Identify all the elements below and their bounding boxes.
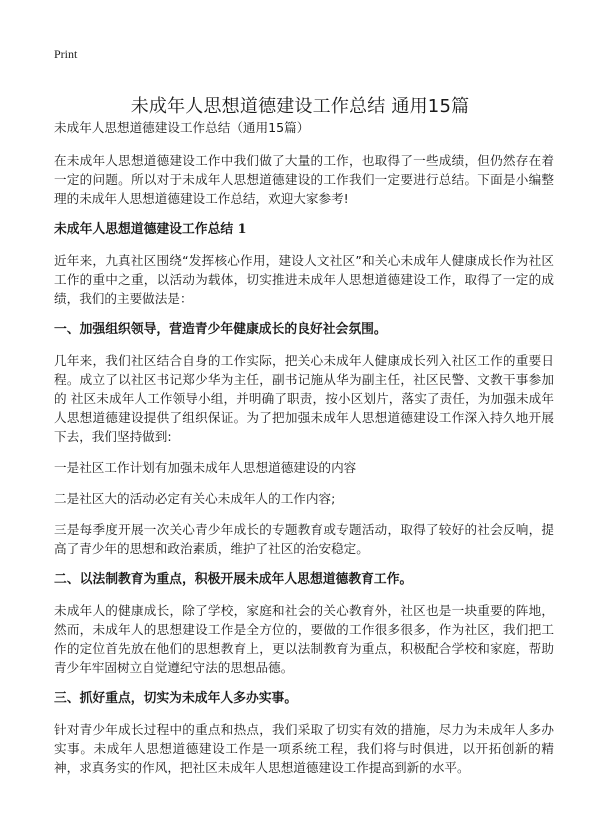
part-paragraph-3: 针对青少年成长过程中的重点和热点，我们采取了切实有效的措施，尽力为未成年人多办实事。未成年人思想道德建设工作是一项系统工程，我们将与时俱进，以开拓创新的精神，求真务实的作风，把社区未成年人思想道德建设工作提高到新的水平。: [54, 722, 554, 775]
section-paragraph-1: 近年来，九真社区围绕“发挥核心作用，建设人文社区”和关心未成年人健康成长作为社区工作的重中之重，以活动为载体，切实推进未成年人思想道德建设工作，取得了一定的成绩，我们的主要做法是：: [54, 253, 554, 306]
list-item-2: 二是社区大的活动必定有关心未成年人的工作内容;: [54, 491, 336, 506]
part-heading-1: 一、加强组织领导，营造青少年健康成长的良好社会氛围。: [54, 322, 387, 337]
print-label[interactable]: Print: [54, 47, 78, 61]
part-heading-3: 三、抓好重点，切实为未成年人多办实事。: [54, 691, 298, 706]
part-heading-2: 二、以法制教育为重点，积极开展未成年人思想道德教育工作。: [54, 572, 413, 587]
list-item-3: 三是每季度开展一次关心青少年成长的专题教育或专题活动，取得了较好的社会反响，提高了青少年的思想和政治素质，维护了社区的治安稳定。: [54, 522, 554, 556]
part-paragraph-2: 未成年人的健康成长，除了学校，家庭和社会的关心教育外，社区也是一块重要的阵地，然而，未成年人的思想建设工作是全方位的，要做的工作很多很多，作为社区，我们把工作的定位首先放在他们的思想教育上，更以法制教育为重点，积极配合学校和家庭，帮助青少年牢固树立自觉遵纪守法的思想品德。: [54, 603, 554, 675]
intro-paragraph: 在未成年人思想道德建设工作中我们做了大量的工作，也取得了一些成绩，但仍然存在着一定的问题。所以对于未成年人思想道德建设的工作我们一定要进行总结。下面是小编整理的未成年人思想道德建设工作总结，欢迎大家参考!: [54, 153, 554, 206]
document-body: [54, 118, 554, 789]
document-subtitle: 未成年人思想道德建设工作总结（通用15篇）: [54, 120, 310, 135]
document-title: 未成年人思想道德建设工作总结 通用15篇: [130, 96, 470, 118]
list-item-1: 一是社区工作计划有加强未成年人思想道德建设的内容: [54, 460, 357, 475]
section-heading-1: 未成年人思想道德建设工作总结 1: [54, 222, 247, 237]
part-paragraph-1: 几年来，我们社区结合自身的工作实际，把关心未成年人健康成长列入社区工作的重要日程。成立了以社区书记郑少华为主任，副书记施从华为副主任，社区民警、文教干事参加的 社区未成年人工作领导小组，并明确了职责，按小区划片，落实了责任，为加强未成年人思想道德建设提供了组织保证。为了把加强未成年人思想道德建设工作深入持久地开展下去，我们坚持做到:: [54, 353, 554, 444]
